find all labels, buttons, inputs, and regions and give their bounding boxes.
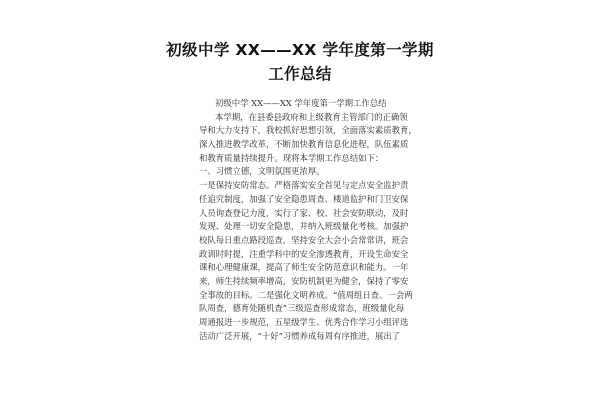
paragraph-line: 导和大力支持下，我校抓好思想引领，全面落实素质教育， xyxy=(199,125,417,136)
paragraph-line: 任追究制度，加强了安全隐患周查、楼道监护和门卫安保 xyxy=(199,193,409,204)
section-heading: 一、习惯立德，文明氛围更浓厚。 xyxy=(199,166,325,177)
document-subheading: 初级中学 XX——XX 学年度第一学期工作总结 xyxy=(215,98,387,108)
paragraph-line: 活动广泛开展，“十好”习惯养成每周有序推进，展出了 xyxy=(199,330,401,341)
paragraph-line: 队周查，德育处随机查”三级巡查形成常态，班级量化每 xyxy=(199,303,405,314)
document-title-line-2: 工作总结 xyxy=(268,65,332,83)
document-title-line-1: 初级中学 XX——XX 学年度第一学期 xyxy=(166,41,434,59)
paragraph-line: 政训时时提，注重学科中的安全渗透教育，开设生命安全 xyxy=(199,248,409,259)
paragraph-line: 校队每日重点路段巡查，坚持安全大会小会常常讲，班会 xyxy=(199,234,409,245)
paragraph-line: 来，师生持续频率增高，安防机制更为健全，保持了零安 xyxy=(199,275,409,286)
paragraph-line: 和教育质量持续提升。现将本学期工作总结如下： xyxy=(199,152,384,163)
paragraph-line: 人员询查登记力度，实行了家、校、社会安防联动，及时 xyxy=(199,207,409,218)
paragraph-line: 全事故的目标。二是强化文明养成。“值周组日查、一会两 xyxy=(199,289,413,300)
paragraph-line: 本学期，在县委县政府和上级教育主管部门的正确领 xyxy=(215,111,408,122)
paragraph-line: 发现、处理一切安全隐患，并纳入班级量化考核。加强护 xyxy=(199,221,409,232)
paragraph-line: 周通报进一步规范，五星级学生、优秀合作学习小组评选 xyxy=(199,317,409,327)
paragraph-line: 课和心理健康课，提高了师生安全防范意识和能力。一年 xyxy=(199,262,409,273)
document-body xyxy=(199,97,424,343)
paragraph-line: 深入推进教学改革，不断加快教育信息化进程，队伍素质 xyxy=(199,139,409,150)
paragraph-line: 一是保持安防常态。严格落实安全首见与定点安全监护责 xyxy=(199,180,409,191)
